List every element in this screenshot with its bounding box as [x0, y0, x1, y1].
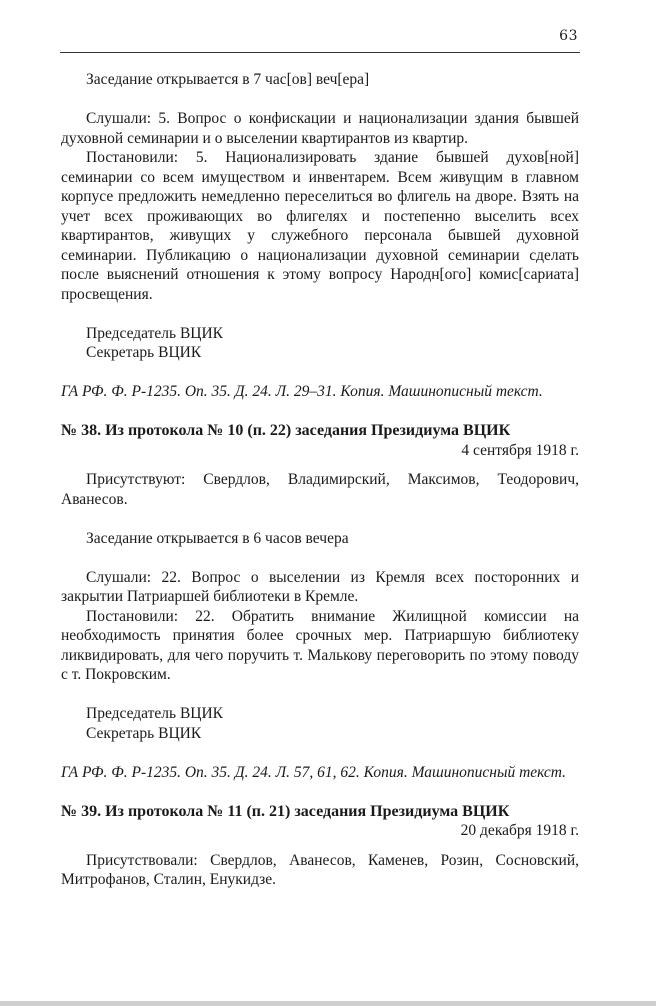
secretary-signature: Секретарь ВЦИК	[86, 724, 202, 742]
secretary-signature: Секретарь ВЦИК	[86, 344, 202, 361]
heard-paragraph: Слушали: 22. Вопрос о выселении из Кремля всех посторонних и закрытии Патриаршей библиотеки в Кремле.	[61, 568, 579, 605]
heard-paragraph: Слушали: 5. Вопрос о конфискации и национализации здания бывшей духовной семинарии и о выселении квартирантов из квартир.	[61, 110, 579, 147]
document-39-title: № 39. Из протокола № 11 (п. 21) заседания Президиума ВЦИК	[61, 802, 510, 820]
session-open: Заседание открывается в 6 часов вечера	[86, 529, 349, 547]
archive-source: ГА РФ. Ф. Р-1235. Оп. 35. Д. 24. Л. 57, 61, 62. Копия. Машинописный текст.	[61, 763, 566, 781]
page-content	[61, 60, 579, 890]
document-39-date: 20 декабря 1918 г.	[460, 822, 579, 839]
chairman-signature: Председатель ВЦИК	[86, 324, 224, 342]
present-list: Присутствуют: Свердлов, Владимирский, Максимов, Теодорович, Аванесов.	[61, 471, 579, 508]
page-number: 63	[559, 28, 578, 44]
document-38-title: № 38. Из протокола № 10 (п. 22) заседания Президиума ВЦИК	[61, 422, 511, 439]
session-open: Заседание открывается в 7 час[ов] веч[ера]	[86, 71, 370, 88]
archive-source: ГА РФ. Ф. Р-1235. Оп. 35. Д. 24. Л. 29–31. Копия. Машинописный текст.	[61, 383, 543, 400]
header-rule	[60, 52, 580, 53]
page-bottom-edge	[0, 1001, 656, 1006]
resolved-paragraph: Постановили: 22. Обратить внимание Жилищной комиссии на необходимость принятия более срочных мер. Патриаршую библиотеку ликвидировать, для чего поручить т. Малькову переговорить по этому поводу с т. Покровским.	[61, 607, 579, 683]
chairman-signature: Председатель ВЦИК	[86, 705, 224, 722]
document-38-date: 4 сентября 1918 г.	[461, 441, 579, 459]
resolved-paragraph: Постановили: 5. Национализировать здание бывшей духов[ной] семинарии со всем имуществом и инвентарем. Всем живущим в главном корпусе предложить немедленно переселиться во флигель на дворе. Взять на учет всех проживающих во флигелях и постепенно выселить всех квартирантов, живущих у служебного персонала бывшей духовной семинарии. Публикацию о национализации духовной семинарии сделать после выяснений отношения к этому вопросу Народн[ого] комис[сариата] просвещения.	[61, 149, 579, 303]
present-list: Присутствовали: Свердлов, Аванесов, Каменев, Розин, Сосновский, Митрофанов, Сталин, Енукидзе.	[61, 851, 579, 888]
